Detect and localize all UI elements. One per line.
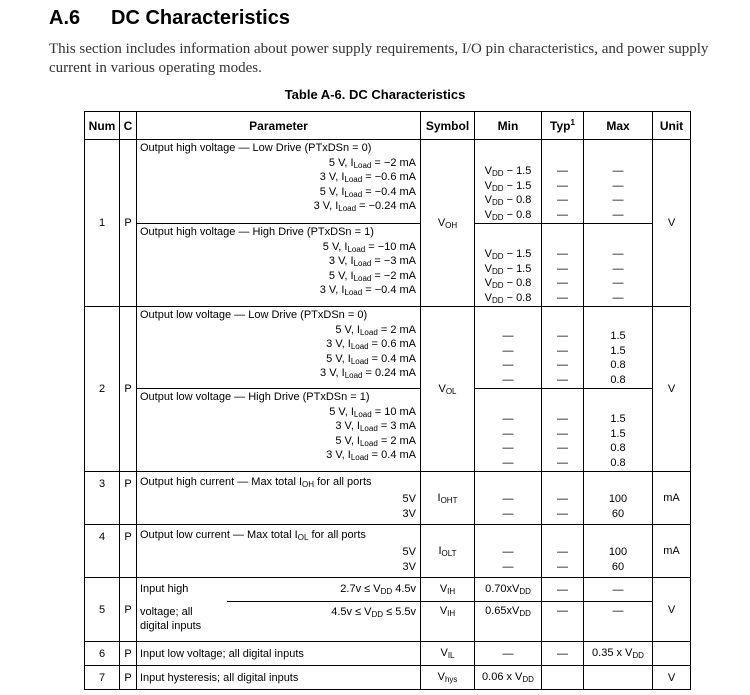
cond: 3 V, $I_{Load} = -0.6$ mA [319,171,416,184]
table-caption: Table A-6. DC Characteristics [284,87,466,102]
row5-symbol-b: $V_{IH}$ [421,602,475,642]
header-min: Min [475,112,542,140]
table-row [85,666,691,690]
row1-c: P [120,140,137,307]
dc-characteristics-table [84,111,691,690]
typ-footnote: 1 [570,118,575,127]
row4-num: 4 [85,525,120,578]
row5-cond-a: $2.7v \le V_{DD}$ 4.5v [340,583,416,597]
row1-high-typ: — — — — [542,224,584,307]
row3-c: P [120,472,137,525]
row4-max: 100 60 [584,525,653,578]
row2-high-title: Output low voltage — High Drive (PTxDSn = 1) [140,391,370,403]
row2-low-max: 1.5 1.5 0.8 0.8 [584,307,653,389]
row3-max: 100 60 [584,472,653,525]
row7-param: Input hysteresis; all digital inputs [137,666,421,690]
cond: 5 V, $I_{Load} = -2$ mA [328,156,416,170]
row6-num: 6 [85,642,120,666]
row6-unit [653,642,691,666]
row5-cond-b: $4.5v \le V_{DD} \le 5.5v$ [331,605,416,619]
row5-typ-a: — [542,578,584,602]
row1-symbol: $V_{OH}$ [421,140,475,307]
row5-param-a: Input high $2.7v \le V_{DD}$ 4.5v [137,578,421,602]
row2-low-typ: — — — — [542,307,584,389]
row5-c: P [120,578,137,642]
intro-paragraph: This section includes information about power supply requirements, I/O pin characteristics, and power supply current in various operating modes. [49,41,709,76]
header-num: Num [85,112,120,140]
section-title: DC Characteristics [111,7,290,29]
row4-unit: mA [653,525,691,578]
row4-typ: — — [542,525,584,578]
row1-high-title: Output high voltage — High Drive (PTxDSn = 1) [140,226,374,238]
row1-low-title: Output high voltage — Low Drive (PTxDSn = 0) [140,142,372,154]
table-row [85,140,691,224]
header-c: C [120,112,137,140]
cond: 3 V, $I_{Load} = -0.24$ mA [313,200,416,213]
row2-high-param: Output low voltage — High Drive (PTxDSn = 1) 5 V, $I_{Load} = 10$ mA 3 V, $I_{Load} = 3$ mA 5 V, $I_{Load} = 2$ mA 3 V, $I_{Load} = 0.4$ mA [137,389,421,472]
row7-symbol: $V_{hys}$ [421,666,475,690]
row5-min-a: $0.70xV_{DD}$ [475,578,542,602]
row7-max [584,666,653,690]
row5-symbol-a: $V_{IH}$ [421,578,475,602]
header-typ: Typ$^1$ [542,112,584,140]
header-unit: Unit [653,112,691,140]
row3-title: Output high current — Max total $I_{OH}$ for all ports [140,475,372,489]
row5-num: 5 [85,578,120,642]
row7-min: 0.06 x $V_{DD}$ [475,666,542,690]
row3-num: 3 [85,472,120,525]
row1-unit: V [653,140,691,307]
row2-low-title: Output low voltage — Low Drive (PTxDSn = 0) [140,309,368,321]
row7-typ [542,666,584,690]
row1-low-min: $V_{DD} - 1.5$ $V_{DD} - 1.5$ $V_{DD} - 0.8$ $V_{DD} - 0.8$ [475,140,542,224]
row2-high-min: — — — — [475,389,542,472]
table-row [85,642,691,666]
row2-num: 2 [85,307,120,472]
row1-low-typ: — — — — [542,140,584,224]
row5-param-b: voltage; all digital inputs $4.5v \le V_{DD} \le 5.5v$ [137,602,421,642]
row2-high-max: 1.5 1.5 0.8 0.8 [584,389,653,472]
row6-typ: — [542,642,584,666]
row7-num: 7 [85,666,120,690]
row3-symbol: $I_{OHT}$ [421,472,475,525]
row6-min: — [475,642,542,666]
row2-symbol: $V_{OL}$ [421,307,475,472]
section-heading [49,7,290,30]
row1-low-param [137,140,421,224]
row4-c: P [120,525,137,578]
row5-max-a: — [584,578,653,602]
table-header-row [85,112,691,140]
row4-title: Output low current — Max total $I_{OL}$ for all ports [140,528,366,542]
table-row [85,472,691,525]
row2-low-min: — — — — [475,307,542,389]
header-symbol: Symbol [421,112,475,140]
table-row [85,525,691,578]
row3-typ: — — [542,472,584,525]
row3-min: — — [475,472,542,525]
row1-high-param: Output high voltage — High Drive (PTxDSn = 1) 5 V, $I_{Load} = -10$ mA 3 V, $I_{Load} = -3$ mA 5 V, $I_{Load} = -2$ mA 3 V, $I_{Load} = -0.4$ mA [137,224,421,307]
row1-high-max: — — — — [584,224,653,307]
table-row [85,578,691,602]
header-parameter: Parameter [137,112,421,140]
table-row [85,389,691,472]
row5-unit: V [653,578,691,642]
row3-param: Output high current — Max total $I_{OH}$ for all ports 5V 3V [137,472,421,525]
row4-min: — — [475,525,542,578]
row6-c: P [120,642,137,666]
row6-max: 0.35 x $V_{DD}$ [584,642,653,666]
row1-num: 1 [85,140,120,307]
row2-low-param: Output low voltage — Low Drive (PTxDSn = 0) 5 V, $I_{Load} = 2$ mA 3 V, $I_{Load} = 0.6$ mA 5 V, $I_{Load} = 0.4$ mA 3 V, $I_{Load} = 0.24$ mA [137,307,421,389]
row4-param: Output low current — Max total $I_{OL}$ for all ports 5V 3V [137,525,421,578]
row7-c: P [120,666,137,690]
row6-param: Input low voltage; all digital inputs [137,642,421,666]
row1-high-min: $V_{DD} - 1.5$ $V_{DD} - 1.5$ $V_{DD} - 0.8$ $V_{DD} - 0.8$ [475,224,542,307]
row4-symbol: $I_{OLT}$ [421,525,475,578]
row2-c: P [120,307,137,472]
row7-unit: V [653,666,691,690]
row1-low-max: — — — — [584,140,653,224]
row3-unit: mA [653,472,691,525]
row5-min-b: $0.65xV_{DD}$ [475,602,542,642]
header-max: Max [584,112,653,140]
row5-typ-b: — [542,602,584,642]
row2-unit: V [653,307,691,472]
cond: 5 V, $I_{Load} = -0.4$ mA [319,185,416,199]
row6-symbol: $V_{IL}$ [421,642,475,666]
table-row [85,602,691,642]
section-number: A.6 [49,7,81,29]
table-row [85,224,691,307]
row5-max-b: — [584,602,653,642]
row2-high-typ: — — — — [542,389,584,472]
table-row [85,307,691,389]
